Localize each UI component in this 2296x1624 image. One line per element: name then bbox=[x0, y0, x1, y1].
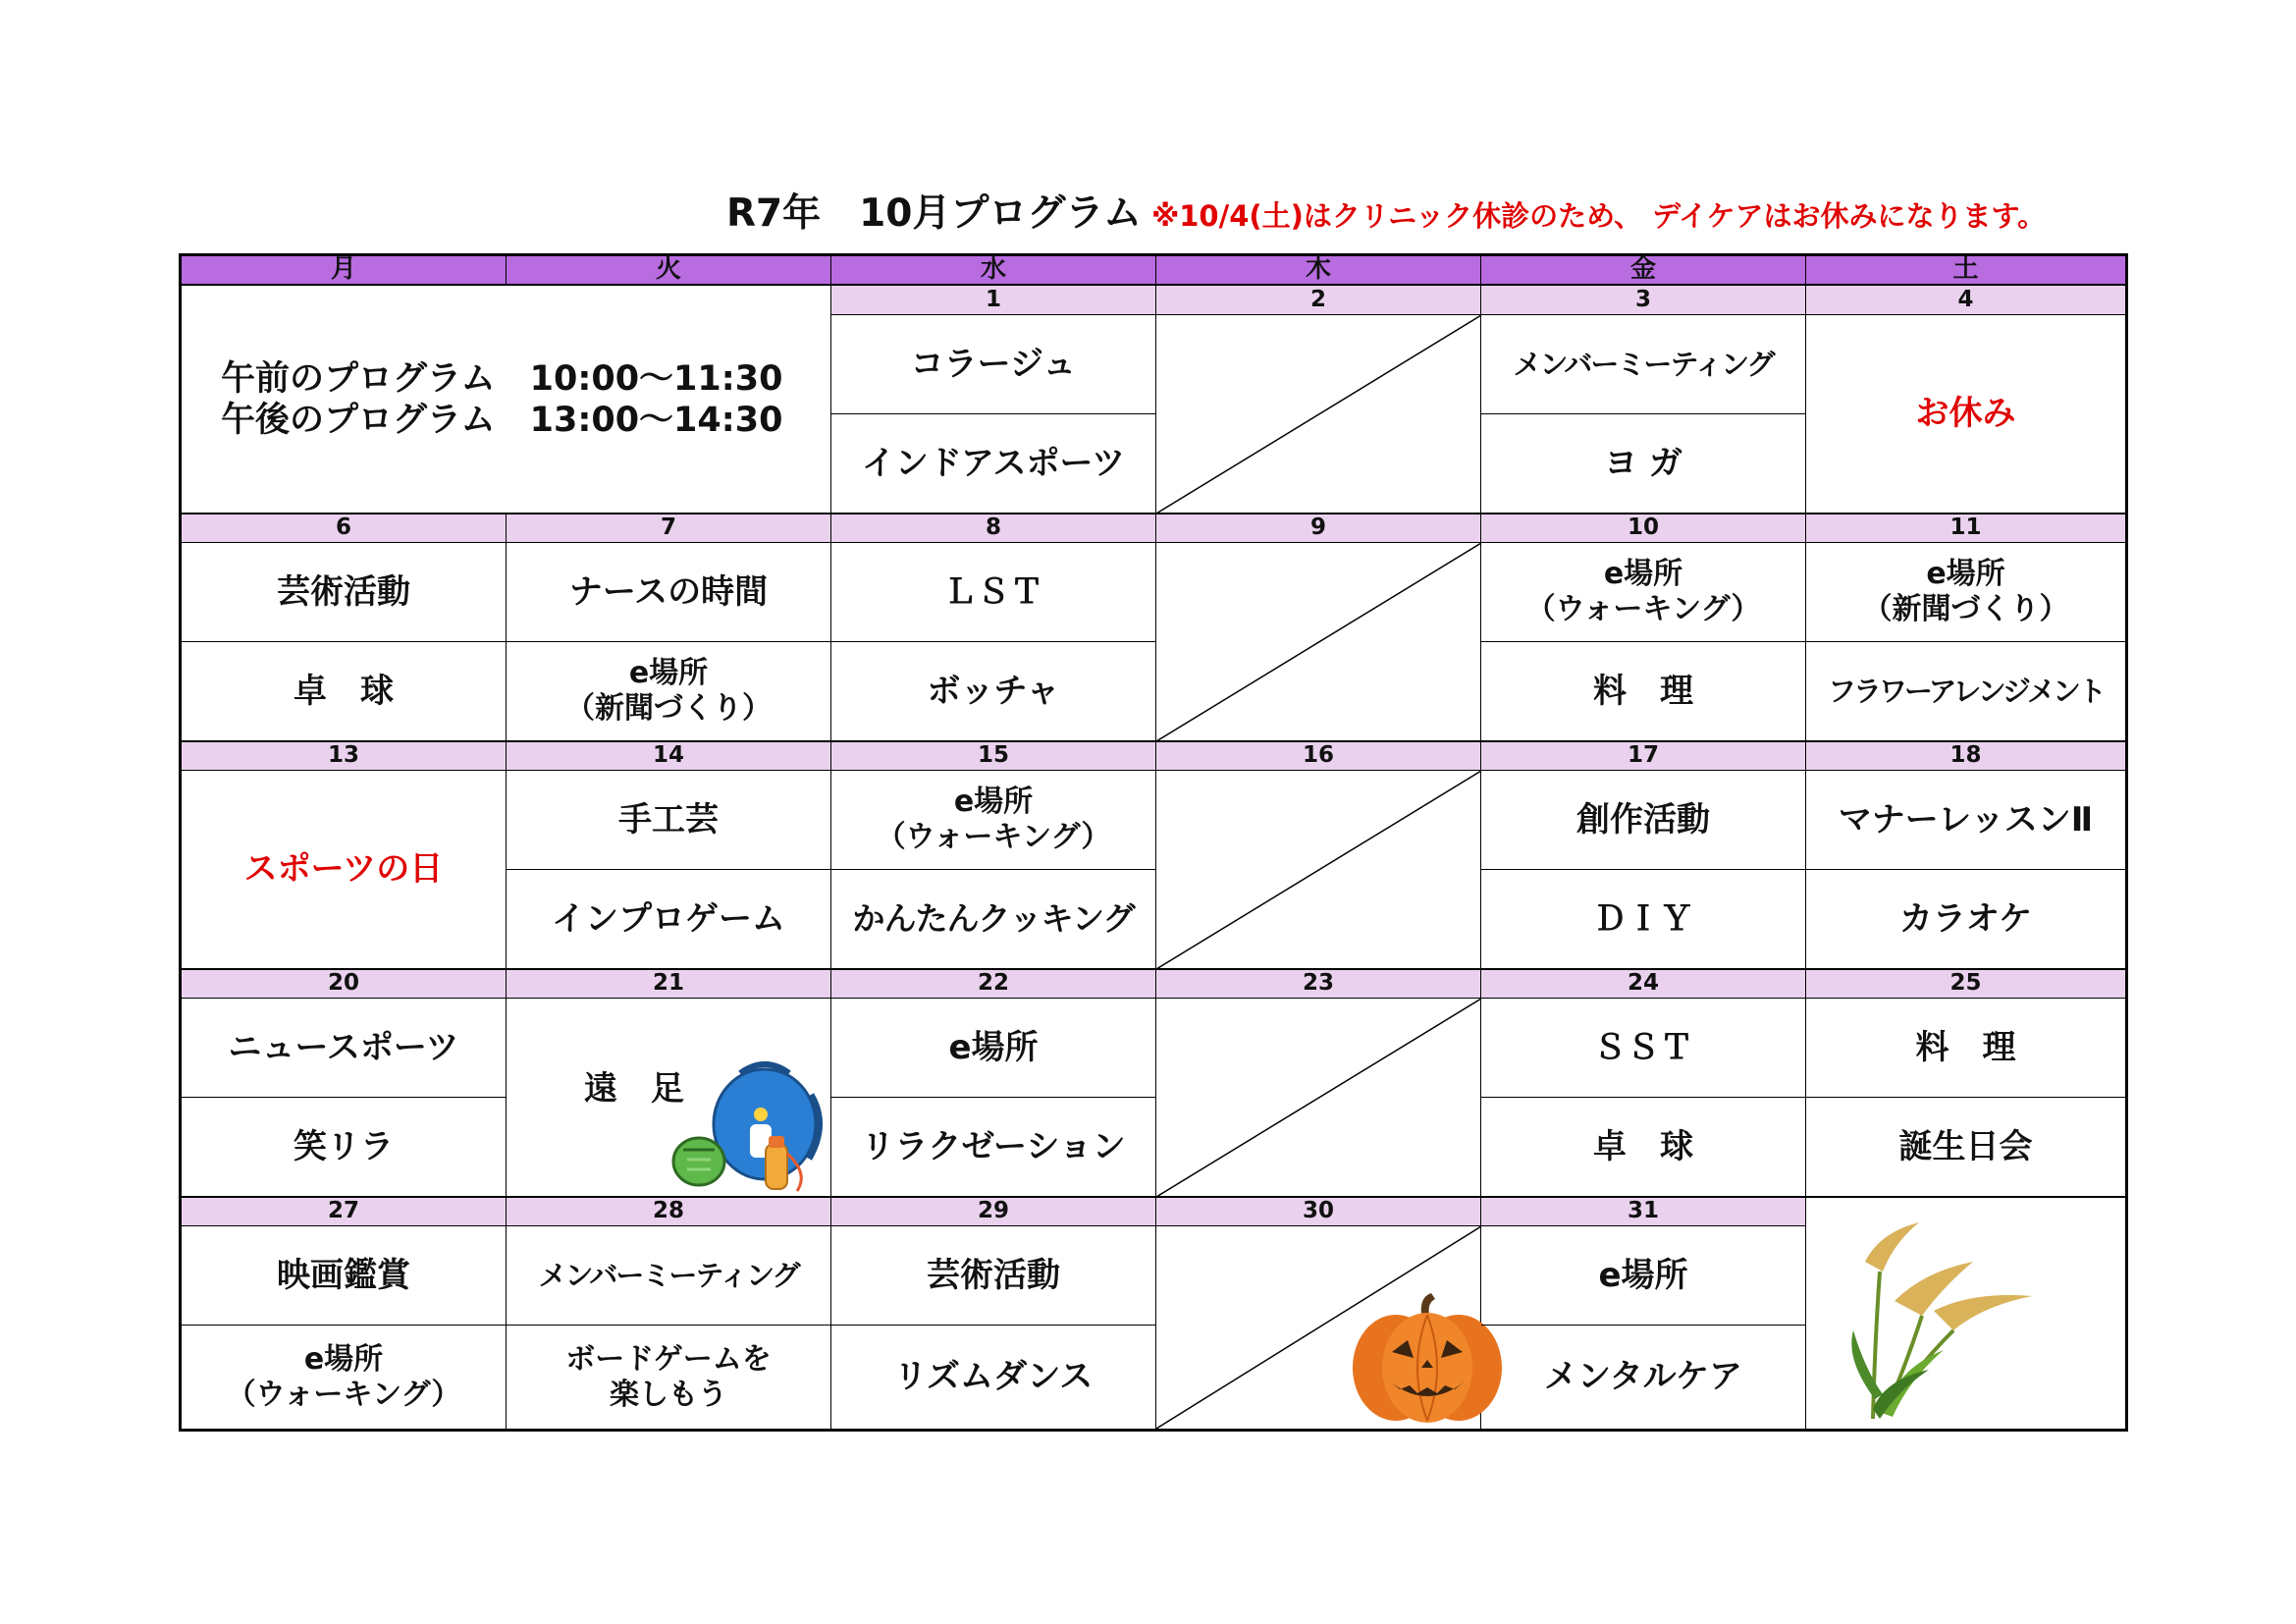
activity-cell: 手工芸 bbox=[507, 771, 831, 870]
activity-cell: リラクゼーション bbox=[831, 1098, 1156, 1197]
activity-line: e場所 bbox=[1926, 557, 2005, 591]
day-number: 13 bbox=[182, 741, 507, 771]
closed-day-cell bbox=[1156, 1226, 1481, 1429]
day-number: 11 bbox=[1806, 514, 2125, 543]
excursion-label: 遠 足 bbox=[584, 1069, 684, 1109]
closed-day-cell bbox=[1156, 771, 1481, 969]
weekday-sat: 土 bbox=[1806, 256, 2125, 286]
weekday-mon: 月 bbox=[182, 256, 507, 286]
activity-line: （ウォーキング） bbox=[226, 1377, 461, 1412]
activity-line: e場所 bbox=[303, 1341, 384, 1377]
program-hours-info bbox=[182, 286, 831, 514]
activity-line: （ウォーキング） bbox=[1525, 592, 1761, 626]
day-number: 3 bbox=[1481, 286, 1806, 315]
closed-slash bbox=[1156, 999, 1481, 1197]
activity-cell bbox=[1481, 543, 1806, 642]
day-number: 16 bbox=[1156, 741, 1481, 771]
pm-hours: 午後のプログラム 13:00～14:30 bbox=[221, 400, 783, 440]
activity-cell: 誕生日会 bbox=[1806, 1098, 2125, 1197]
closed-day-cell bbox=[1156, 315, 1481, 514]
activity-cell: 映画鑑賞 bbox=[182, 1226, 507, 1326]
activity-cell: ナースの時間 bbox=[507, 543, 831, 642]
activity-cell: メンバーミーティング bbox=[1481, 315, 1806, 414]
activity-line: e場所 bbox=[953, 785, 1034, 819]
day-number: 17 bbox=[1481, 741, 1806, 771]
activity-cell: カラオケ bbox=[1806, 870, 2125, 969]
activity-cell: ニュースポーツ bbox=[182, 999, 507, 1098]
activity-cell: 料 理 bbox=[1806, 999, 2125, 1098]
day-number: 1 bbox=[831, 286, 1156, 315]
activity-cell: 卓 球 bbox=[182, 642, 507, 741]
page-title bbox=[726, 183, 2046, 238]
day-number: 30 bbox=[1156, 1197, 1481, 1226]
activity-cell bbox=[182, 1326, 507, 1429]
day-number: 18 bbox=[1806, 741, 2125, 771]
activity-cell: e場所 bbox=[831, 999, 1156, 1098]
activity-cell: マナーレッスンⅡ bbox=[1806, 771, 2125, 870]
activity-cell: 卓 球 bbox=[1481, 1098, 1806, 1197]
activity-cell bbox=[507, 1326, 831, 1429]
activity-cell: フラワーアレンジメント bbox=[1806, 642, 2125, 741]
day-number: 24 bbox=[1481, 969, 1806, 999]
day-number: 22 bbox=[831, 969, 1156, 999]
title-main: R7年 10月プログラム bbox=[726, 191, 1143, 236]
activity-cell: メンバーミーティング bbox=[507, 1226, 831, 1326]
closure-note: ※10/4(土)はクリニック休診のため、 デイケアはお休みになります。 bbox=[1151, 199, 2047, 233]
day-number: 2 bbox=[1156, 286, 1481, 315]
day-number: 6 bbox=[182, 514, 507, 543]
activity-cell: e場所 bbox=[1481, 1226, 1806, 1326]
backpack-icon bbox=[671, 1056, 828, 1193]
weekday-wed: 水 bbox=[831, 256, 1156, 286]
activity-line: e場所 bbox=[1603, 557, 1683, 591]
weekday-fri: 金 bbox=[1481, 256, 1806, 286]
closed-slash bbox=[1156, 771, 1481, 969]
activity-line: e場所 bbox=[628, 656, 709, 690]
activity-cell: ＬＳＴ bbox=[831, 543, 1156, 642]
weekday-thu: 木 bbox=[1156, 256, 1481, 286]
day-number: 9 bbox=[1156, 514, 1481, 543]
activity-cell: メンタルケア bbox=[1481, 1326, 1806, 1429]
activity-line: 楽しもう bbox=[610, 1377, 727, 1412]
activity-line: （新聞づくり） bbox=[1862, 592, 2069, 626]
activity-cell: ヨ ガ bbox=[1481, 414, 1806, 514]
activity-cell: ＤＩＹ bbox=[1481, 870, 1806, 969]
day-number: 15 bbox=[831, 741, 1156, 771]
calendar-grid bbox=[179, 253, 2128, 1432]
excursion-cell bbox=[507, 999, 831, 1197]
activity-cell: ボッチャ bbox=[831, 642, 1156, 741]
day-number: 27 bbox=[182, 1197, 507, 1226]
activity-cell: かんたんクッキング bbox=[831, 870, 1156, 969]
holiday-cell: お休み bbox=[1806, 315, 2125, 514]
activity-cell: コラージュ bbox=[831, 315, 1156, 414]
closed-day-cell bbox=[1156, 543, 1481, 741]
day-number: 25 bbox=[1806, 969, 2125, 999]
activity-cell bbox=[831, 771, 1156, 870]
closed-slash bbox=[1156, 315, 1481, 514]
activity-cell: 芸術活動 bbox=[831, 1226, 1156, 1326]
decoration-cell bbox=[1806, 1197, 2125, 1429]
day-number: 10 bbox=[1481, 514, 1806, 543]
activity-cell: 料 理 bbox=[1481, 642, 1806, 741]
activity-line: （ウォーキング） bbox=[876, 820, 1111, 854]
am-hours: 午前のプログラム 10:00～11:30 bbox=[221, 358, 783, 399]
activity-cell bbox=[1806, 543, 2125, 642]
activity-cell: ＳＳＴ bbox=[1481, 999, 1806, 1098]
day-number: 8 bbox=[831, 514, 1156, 543]
weekday-tue: 火 bbox=[507, 256, 831, 286]
day-number: 7 bbox=[507, 514, 831, 543]
day-number: 14 bbox=[507, 741, 831, 771]
closed-slash bbox=[1156, 543, 1481, 741]
day-number: 28 bbox=[507, 1197, 831, 1226]
activity-cell: リズムダンス bbox=[831, 1326, 1156, 1429]
day-number: 4 bbox=[1806, 286, 2125, 315]
day-number: 21 bbox=[507, 969, 831, 999]
pampas-grass-icon bbox=[1836, 1203, 2042, 1424]
activity-line: （新聞づくり） bbox=[565, 691, 772, 726]
day-number: 29 bbox=[831, 1197, 1156, 1226]
activity-cell: インドアスポーツ bbox=[831, 414, 1156, 514]
activity-cell: 笑リラ bbox=[182, 1098, 507, 1197]
day-number: 31 bbox=[1481, 1197, 1806, 1226]
closed-day-cell bbox=[1156, 999, 1481, 1197]
activity-cell: 芸術活動 bbox=[182, 543, 507, 642]
activity-cell bbox=[507, 642, 831, 741]
day-number: 20 bbox=[182, 969, 507, 999]
activity-cell: インプロゲーム bbox=[507, 870, 831, 969]
activity-line: ボードゲームを bbox=[565, 1341, 772, 1377]
holiday-cell: スポーツの日 bbox=[182, 771, 507, 969]
day-number: 23 bbox=[1156, 969, 1481, 999]
activity-cell: 創作活動 bbox=[1481, 771, 1806, 870]
